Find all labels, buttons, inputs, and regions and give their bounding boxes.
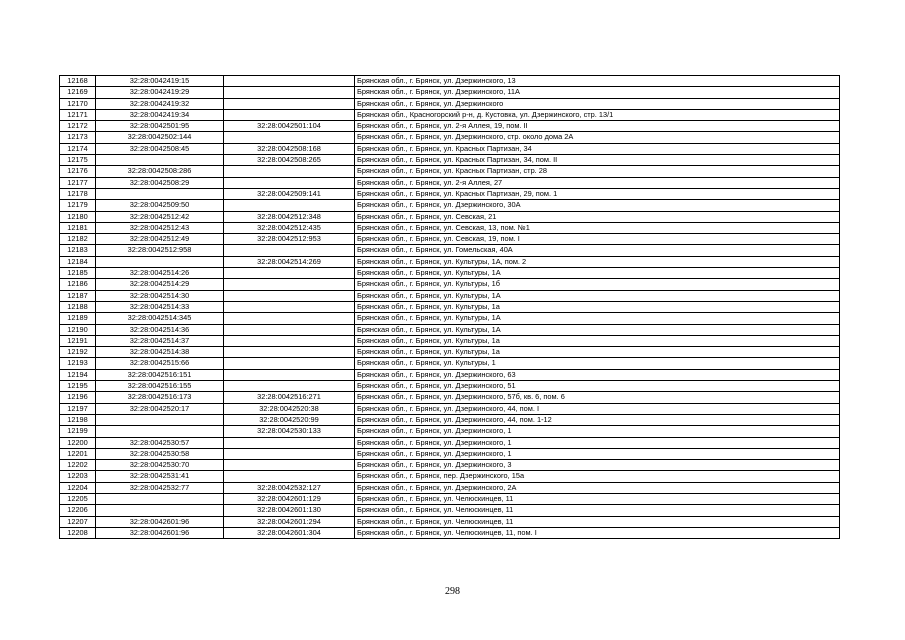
row-number-cell: 12172 — [60, 121, 96, 132]
linked-cadastral-number-cell — [224, 87, 355, 98]
address-cell: Брянская обл., г. Брянск, ул. Дзержинского, 13 — [355, 76, 840, 87]
table-row — [60, 381, 840, 392]
cadastral-number-cell: 32:28:0042514:36 — [96, 324, 224, 335]
cadastral-number-cell — [96, 414, 224, 425]
row-number-cell: 12182 — [60, 234, 96, 245]
row-number-cell: 12187 — [60, 290, 96, 301]
cadastral-number-cell: 32:28:0042508:45 — [96, 143, 224, 154]
address-cell: Брянская обл., г. Брянск, ул. Челюскинцев, 11 — [355, 505, 840, 516]
cadastral-number-cell: 32:28:0042512:49 — [96, 234, 224, 245]
address-cell: Брянская обл., г. Брянск, ул. Дзержинского, 51 — [355, 381, 840, 392]
linked-cadastral-number-cell — [224, 200, 355, 211]
linked-cadastral-number-cell: 32:28:0042508:265 — [224, 155, 355, 166]
row-number-cell: 12185 — [60, 268, 96, 279]
row-number-cell: 12205 — [60, 493, 96, 504]
address-cell: Брянская обл., г. Брянск, ул. Гомельская, 40А — [355, 245, 840, 256]
row-number-cell: 12186 — [60, 279, 96, 290]
row-number-cell: 12170 — [60, 98, 96, 109]
table-row — [60, 516, 840, 527]
row-number-cell: 12195 — [60, 381, 96, 392]
table-row — [60, 290, 840, 301]
address-cell: Брянская обл., г. Брянск, ул. Дзержинского, 1 — [355, 448, 840, 459]
cadastral-number-cell: 32:28:0042515:66 — [96, 358, 224, 369]
row-number-cell: 12192 — [60, 347, 96, 358]
address-cell: Брянская обл., г. Брянск, ул. Культуры, 1б — [355, 279, 840, 290]
linked-cadastral-number-cell: 32:28:0042508:168 — [224, 143, 355, 154]
linked-cadastral-number-cell — [224, 381, 355, 392]
table-row — [60, 268, 840, 279]
address-cell: Брянская обл., г. Брянск, ул. Дзержинского, 11А — [355, 87, 840, 98]
table-row — [60, 109, 840, 120]
address-cell: Брянская обл., Красногорский р-н, д. Кустовка, ул. Дзержинского, стр. 13/1 — [355, 109, 840, 120]
address-cell: Брянская обл., г. Брянск, ул. Дзержинского — [355, 98, 840, 109]
linked-cadastral-number-cell: 32:28:0042501:104 — [224, 121, 355, 132]
table-row — [60, 426, 840, 437]
address-cell: Брянская обл., г. Брянск, ул. Дзержинского, стр. около дома 2А — [355, 132, 840, 143]
linked-cadastral-number-cell: 32:28:0042601:304 — [224, 527, 355, 538]
linked-cadastral-number-cell: 32:28:0042512:435 — [224, 222, 355, 233]
address-cell: Брянская обл., г. Брянск, ул. Челюскинцев, 11 — [355, 516, 840, 527]
linked-cadastral-number-cell — [224, 437, 355, 448]
row-number-cell: 12181 — [60, 222, 96, 233]
linked-cadastral-number-cell — [224, 369, 355, 380]
address-cell: Брянская обл., г. Брянск, ул. Дзержинского, 63 — [355, 369, 840, 380]
row-number-cell: 12204 — [60, 482, 96, 493]
linked-cadastral-number-cell — [224, 347, 355, 358]
table-row — [60, 87, 840, 98]
table-row — [60, 200, 840, 211]
address-cell: Брянская обл., г. Брянск, пер. Дзержинского, 15а — [355, 471, 840, 482]
linked-cadastral-number-cell: 32:28:0042509:141 — [224, 188, 355, 199]
row-number-cell: 12168 — [60, 76, 96, 87]
cadastral-number-cell: 32:28:0042512:42 — [96, 211, 224, 222]
row-number-cell: 12208 — [60, 527, 96, 538]
linked-cadastral-number-cell: 32:28:0042520:38 — [224, 403, 355, 414]
table-row — [60, 301, 840, 312]
table-row — [60, 234, 840, 245]
cadastral-number-cell: 32:28:0042501:95 — [96, 121, 224, 132]
address-cell: Брянская обл., г. Брянск, ул. Челюскинцев, 11 — [355, 493, 840, 504]
row-number-cell: 12197 — [60, 403, 96, 414]
row-number-cell: 12179 — [60, 200, 96, 211]
cadastral-number-cell — [96, 493, 224, 504]
linked-cadastral-number-cell: 32:28:0042516:271 — [224, 392, 355, 403]
cadastral-number-cell — [96, 426, 224, 437]
page-number: 298 — [445, 586, 460, 597]
linked-cadastral-number-cell: 32:28:0042532:127 — [224, 482, 355, 493]
cadastral-number-cell: 32:28:0042419:32 — [96, 98, 224, 109]
cadastral-number-cell: 32:28:0042516:155 — [96, 381, 224, 392]
row-number-cell: 12189 — [60, 313, 96, 324]
table-row — [60, 392, 840, 403]
row-number-cell: 12177 — [60, 177, 96, 188]
row-number-cell: 12207 — [60, 516, 96, 527]
cadastral-number-cell: 32:28:0042512:958 — [96, 245, 224, 256]
linked-cadastral-number-cell — [224, 471, 355, 482]
table-row — [60, 493, 840, 504]
cadastral-number-cell: 32:28:0042514:33 — [96, 301, 224, 312]
address-cell: Брянская обл., г. Брянск, ул. Культуры, 1 — [355, 358, 840, 369]
row-number-cell: 12194 — [60, 369, 96, 380]
linked-cadastral-number-cell — [224, 301, 355, 312]
cadastral-number-cell: 32:28:0042514:26 — [96, 268, 224, 279]
row-number-cell: 12202 — [60, 460, 96, 471]
address-cell: Брянская обл., г. Брянск, ул. Культуры, 1а — [355, 335, 840, 346]
row-number-cell: 12176 — [60, 166, 96, 177]
table-row — [60, 335, 840, 346]
cadastral-number-cell: 32:28:0042512:43 — [96, 222, 224, 233]
row-number-cell: 12188 — [60, 301, 96, 312]
address-cell: Брянская обл., г. Брянск, ул. Культуры, 1А — [355, 268, 840, 279]
row-number-cell: 12169 — [60, 87, 96, 98]
table-row — [60, 324, 840, 335]
cadastral-number-cell: 32:28:0042514:38 — [96, 347, 224, 358]
cadastral-number-cell: 32:28:0042514:29 — [96, 279, 224, 290]
cadastral-number-cell: 32:28:0042530:58 — [96, 448, 224, 459]
cadastral-number-cell: 32:28:0042516:173 — [96, 392, 224, 403]
address-cell: Брянская обл., г. Брянск, ул. Культуры, 1А, пом. 2 — [355, 256, 840, 267]
table-row — [60, 211, 840, 222]
cadastral-number-cell: 32:28:0042514:345 — [96, 313, 224, 324]
row-number-cell: 12171 — [60, 109, 96, 120]
table-row — [60, 98, 840, 109]
address-cell: Брянская обл., г. Брянск, ул. Красных Партизан, 29, пом. 1 — [355, 188, 840, 199]
cadastral-number-cell: 32:28:0042531:41 — [96, 471, 224, 482]
cadastral-number-cell: 32:28:0042419:29 — [96, 87, 224, 98]
cadastral-number-cell — [96, 505, 224, 516]
cadastral-number-cell: 32:28:0042419:34 — [96, 109, 224, 120]
linked-cadastral-number-cell — [224, 324, 355, 335]
row-number-cell: 12178 — [60, 188, 96, 199]
table-row — [60, 188, 840, 199]
cadastral-number-cell: 32:28:0042520:17 — [96, 403, 224, 414]
cadastral-number-cell: 32:28:0042530:57 — [96, 437, 224, 448]
cadastral-number-cell: 32:28:0042508:286 — [96, 166, 224, 177]
table-row — [60, 460, 840, 471]
linked-cadastral-number-cell — [224, 268, 355, 279]
linked-cadastral-number-cell: 32:28:0042530:133 — [224, 426, 355, 437]
table-row — [60, 279, 840, 290]
linked-cadastral-number-cell: 32:28:0042601:130 — [224, 505, 355, 516]
table-row — [60, 448, 840, 459]
row-number-cell: 12198 — [60, 414, 96, 425]
table-row — [60, 166, 840, 177]
table-row — [60, 471, 840, 482]
table-row — [60, 222, 840, 233]
address-cell: Брянская обл., г. Брянск, ул. Красных Партизан, 34 — [355, 143, 840, 154]
address-cell: Брянская обл., г. Брянск, ул. Дзержинского, 1 — [355, 426, 840, 437]
cadastral-number-cell: 32:28:0042502:144 — [96, 132, 224, 143]
table-row — [60, 369, 840, 380]
row-number-cell: 12173 — [60, 132, 96, 143]
linked-cadastral-number-cell — [224, 290, 355, 301]
cadastral-number-cell: 32:28:0042601:96 — [96, 516, 224, 527]
cadastral-number-cell: 32:28:0042514:37 — [96, 335, 224, 346]
table-row — [60, 121, 840, 132]
linked-cadastral-number-cell — [224, 98, 355, 109]
address-cell: Брянская обл., г. Брянск, ул. Челюскинцев, 11, пом. I — [355, 527, 840, 538]
row-number-cell: 12203 — [60, 471, 96, 482]
row-number-cell: 12183 — [60, 245, 96, 256]
table-row — [60, 505, 840, 516]
linked-cadastral-number-cell: 32:28:0042514:269 — [224, 256, 355, 267]
address-cell: Брянская обл., г. Брянск, ул. Дзержинского, 44, пом. I — [355, 403, 840, 414]
table-row — [60, 143, 840, 154]
address-cell: Брянская обл., г. Брянск, ул. 2-я Аллея, 27 — [355, 177, 840, 188]
table-row — [60, 245, 840, 256]
linked-cadastral-number-cell — [224, 177, 355, 188]
table-row — [60, 414, 840, 425]
linked-cadastral-number-cell: 32:28:0042601:129 — [224, 493, 355, 504]
address-cell: Брянская обл., г. Брянск, ул. Красных Партизан, стр. 28 — [355, 166, 840, 177]
address-cell: Брянская обл., г. Брянск, ул. Культуры, 1А — [355, 290, 840, 301]
table-row — [60, 177, 840, 188]
cadastral-number-cell: 32:28:0042516:151 — [96, 369, 224, 380]
address-cell: Брянская обл., г. Брянск, ул. Дзержинского, 30А — [355, 200, 840, 211]
cadastral-number-cell: 32:28:0042530:70 — [96, 460, 224, 471]
table-row — [60, 437, 840, 448]
row-number-cell: 12206 — [60, 505, 96, 516]
linked-cadastral-number-cell — [224, 166, 355, 177]
address-cell: Брянская обл., г. Брянск, ул. Дзержинского, 44, пом. 1-12 — [355, 414, 840, 425]
row-number-cell: 12175 — [60, 155, 96, 166]
cadastral-number-cell — [96, 256, 224, 267]
linked-cadastral-number-cell: 32:28:0042512:348 — [224, 211, 355, 222]
cadastral-number-cell: 32:28:0042508:29 — [96, 177, 224, 188]
cadastral-number-cell: 32:28:0042419:15 — [96, 76, 224, 87]
linked-cadastral-number-cell — [224, 335, 355, 346]
address-cell: Брянская обл., г. Брянск, ул. Культуры, 1А — [355, 313, 840, 324]
table-row — [60, 358, 840, 369]
table-row — [60, 347, 840, 358]
address-cell: Брянская обл., г. Брянск, ул. Дзержинского, 1 — [355, 437, 840, 448]
cadastral-number-cell: 32:28:0042601:96 — [96, 527, 224, 538]
linked-cadastral-number-cell — [224, 279, 355, 290]
linked-cadastral-number-cell — [224, 313, 355, 324]
address-cell: Брянская обл., г. Брянск, ул. Севская, 19, пом. I — [355, 234, 840, 245]
address-cell: Брянская обл., г. Брянск, ул. Культуры, 1а — [355, 301, 840, 312]
row-number-cell: 12193 — [60, 358, 96, 369]
row-number-cell: 12174 — [60, 143, 96, 154]
cadastral-number-cell — [96, 188, 224, 199]
address-cell: Брянская обл., г. Брянск, ул. Культуры, 1а — [355, 347, 840, 358]
linked-cadastral-number-cell — [224, 76, 355, 87]
address-cell: Брянская обл., г. Брянск, ул. Севская, 21 — [355, 211, 840, 222]
address-cell: Брянская обл., г. Брянск, ул. Дзержинского, 3 — [355, 460, 840, 471]
table-row — [60, 482, 840, 493]
row-number-cell: 12190 — [60, 324, 96, 335]
cadastral-number-cell — [96, 155, 224, 166]
table-row — [60, 403, 840, 414]
address-cell: Брянская обл., г. Брянск, ул. Дзержинского, 2А — [355, 482, 840, 493]
register-table-body — [60, 76, 840, 539]
address-cell: Брянская обл., г. Брянск, ул. Красных Партизан, 34, пом. II — [355, 155, 840, 166]
table-row — [60, 527, 840, 538]
linked-cadastral-number-cell — [224, 460, 355, 471]
address-cell: Брянская обл., г. Брянск, ул. Культуры, 1А — [355, 324, 840, 335]
address-cell: Брянская обл., г. Брянск, ул. Севская, 13, пом. №1 — [355, 222, 840, 233]
address-cell: Брянская обл., г. Брянск, ул. 2-я Аллея, 19, пом. II — [355, 121, 840, 132]
register-table — [59, 75, 840, 539]
linked-cadastral-number-cell — [224, 245, 355, 256]
linked-cadastral-number-cell: 32:28:0042512:953 — [224, 234, 355, 245]
cadastral-number-cell: 32:28:0042532:77 — [96, 482, 224, 493]
linked-cadastral-number-cell: 32:28:0042601:294 — [224, 516, 355, 527]
linked-cadastral-number-cell — [224, 109, 355, 120]
table-row — [60, 155, 840, 166]
linked-cadastral-number-cell: 32:28:0042520:99 — [224, 414, 355, 425]
row-number-cell: 12200 — [60, 437, 96, 448]
cadastral-number-cell: 32:28:0042509:50 — [96, 200, 224, 211]
row-number-cell: 12196 — [60, 392, 96, 403]
row-number-cell: 12191 — [60, 335, 96, 346]
address-cell: Брянская обл., г. Брянск, ул. Дзержинского, 57б, кв. 6, пом. 6 — [355, 392, 840, 403]
table-row — [60, 313, 840, 324]
table-row — [60, 76, 840, 87]
linked-cadastral-number-cell — [224, 358, 355, 369]
row-number-cell: 12201 — [60, 448, 96, 459]
table-row — [60, 132, 840, 143]
row-number-cell: 12199 — [60, 426, 96, 437]
row-number-cell: 12180 — [60, 211, 96, 222]
linked-cadastral-number-cell — [224, 448, 355, 459]
cadastral-number-cell: 32:28:0042514:30 — [96, 290, 224, 301]
linked-cadastral-number-cell — [224, 132, 355, 143]
row-number-cell: 12184 — [60, 256, 96, 267]
table-row — [60, 256, 840, 267]
